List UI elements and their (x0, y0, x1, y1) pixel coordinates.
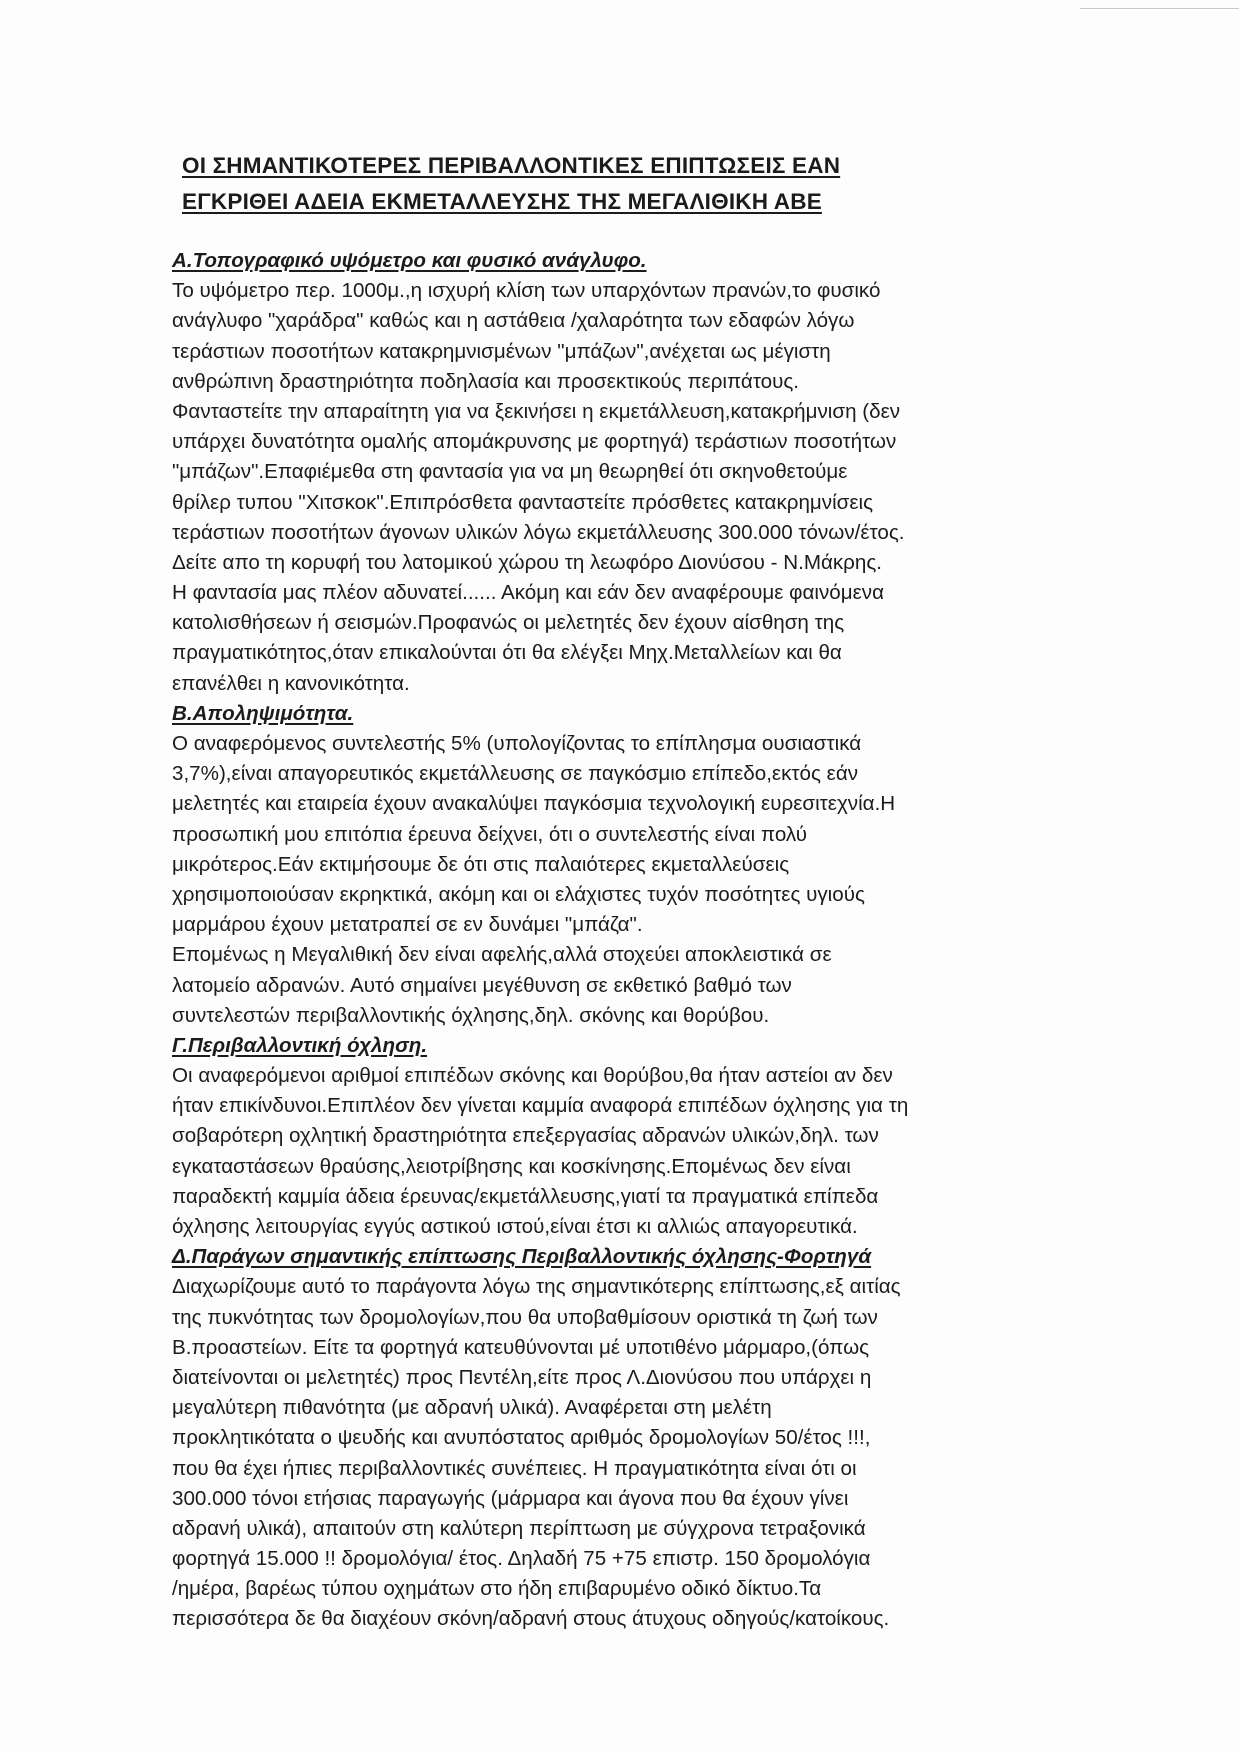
body-line: προκλητικότατα ο ψευδής και ανυπόστατος αριθμός δρομολογίων 50/έτος !!!, (172, 1426, 871, 1450)
body-line: Η φαντασία μας πλέον αδυνατεί...... Ακόμη και εάν δεν αναφέρουμε φαινόμενα (172, 581, 884, 605)
body-line: 3,7%),είναι απαγορευτικός εκμετάλλευσης σε παγκόσμιο επίπεδο,εκτός εάν (172, 762, 859, 786)
body-line: Επομένως η Μεγαλιθική δεν είναι αφελής,αλλά στοχεύει αποκλειστικά σε (172, 943, 832, 967)
body-line: τεράστιων ποσοτήτων κατακρημνισμένων "μπάζων",ανέχεται ως μέγιστη (172, 339, 831, 363)
body-line: όχλησης λειτουργίας εγγύς αστικού ιστού,είναι έτσι κι αλλιώς απαγορευτικά. (172, 1215, 858, 1238)
body-line: μεγαλύτερη πιθανότητα (με αδρανή υλικά). Αναφέρεται στη μελέτη (172, 1396, 772, 1420)
body-line: Β.προαστείων. Είτε τα φορτηγά κατευθύνονται μέ υποτιθένο μάρμαρο,(όπως (172, 1335, 870, 1359)
body-line: πραγματικότητος,όταν επικαλούνται ότι θα ελέγξει Μηχ.Μεταλλείων και θα (172, 641, 842, 665)
section-heading-c: Γ.Περιβαλλοντική όχληση. (172, 1033, 428, 1057)
body-line: Ο αναφερόμενος συντελεστής 5% (υπολογίζοντας το επίπλησμα ουσιαστικά (172, 732, 862, 755)
body-line: προσωπική μου επιτόπια έρευνα δείχνει, ότι ο συντελεστής είναι πολύ (172, 822, 807, 846)
body-line: αδρανή υλικά), απαιτούν στη καλύτερη περίπτωση με σύγχρονα τετραξονικά (172, 1516, 866, 1540)
body-line: /ημέρα, βαρέως τύπου οχημάτων στο ήδη επιβαρυμένο οδικό δίκτυο.Τα (172, 1577, 822, 1601)
section-heading-d: Δ.Παράγων σημαντικής επίπτωσης Περιβαλλοντικής όχλησης-Φορτηγά (172, 1245, 872, 1269)
body-line: που θα έχει ήπιες περιβαλλοντικές συνέπειες. Η πραγματικότητα είναι ότι οι (172, 1456, 857, 1480)
body-line: μικρότερος.Εάν εκτιμήσουμε δε ότι στις παλαιότερες εκμεταλλεύσεις (172, 852, 790, 876)
body-line: ανθρώπινη δραστηριότητα ποδηλασία και προσεκτικούς περιπάτους. (172, 369, 800, 393)
body-line: φορτηγά 15.000 !! δρομολόγια/ έτος. Δηλαδή 75 +75 επιστρ. 150 δρομολόγια (172, 1547, 871, 1571)
body-line: τεράστιων ποσοτήτων άγονων υλικών λόγω εκμετάλλευσης 300.000 τόνων/έτος. (172, 520, 905, 544)
body-line: Δείτε απο τη κορυφή του λατομικού χώρου τη λεωφόρο Διονύσου - Ν.Μάκρης. (172, 550, 883, 574)
body-line: λατομείο αδρανών. Αυτό σημαίνει μεγέθυνση σε εκθετικό βαθμό των (172, 973, 792, 997)
title-line: ΟΙ ΣΗΜΑΝΤΙΚΟΤΕΡΕΣ ΠΕΡΙΒΑΛΛΟΝΤΙΚΕΣ ΕΠΙΠΤΩΣΕΙΣ ΕΑΝ (182, 153, 841, 178)
body-line: περισσότερα δε θα διαχέουν σκόνη/αδρανή στους άτυχους οδηγούς/κατοίκους. (172, 1607, 890, 1631)
document-body (172, 246, 1072, 1635)
body-line: υπάρχει δυνατότητα ομαλής απομάκρυνσης με φορτηγά) τεράστιων ποσοτήτων (172, 430, 897, 454)
body-line: διατείνονται οι μελετητές) προς Πεντέλη,είτε προς Λ.Διονύσου που υπάρχει η (172, 1365, 872, 1389)
body-line: "μπάζων".Επαφιέμεθα στη φαντασία για να μη θεωρηθεί ότι σκηνοθετούμε (172, 460, 848, 484)
body-line: εγκαταστάσεων θραύσης,λειοτρίβησης και κοσκίνησης.Επομένως δεν είναι (172, 1154, 851, 1178)
body-line: συντελεστών περιβαλλοντικής όχλησης,δηλ. σκόνης και θορύβου. (172, 1003, 770, 1027)
body-line: Οι αναφερόμενοι αριθμοί επιπέδων σκόνης και θορύβου,θα ήταν αστείοι αν δεν (172, 1064, 893, 1088)
body-line: θρίλερ τυπου "Χιτσκοκ".Επιπρόσθετα φανταστείτε πρόσθετες κατακρημνίσεις (172, 490, 874, 514)
scan-edge-line (1080, 8, 1239, 9)
body-line: κατολισθήσεων ή σεισμών.Προφανώς οι μελετητές δεν έχουν αίσθηση της (172, 611, 845, 635)
body-line: σοβαρότερη οχλητική δραστηριότητα επεξεργασίας αδρανών υλικών,δηλ. των (172, 1124, 879, 1148)
body-line: της πυκνότητας των δρομολογίων,που θα υποβαθμίσουν οριστικά τη ζωή των (172, 1305, 878, 1329)
body-line: Διαχωρίζουμε αυτό το παράγοντα λόγω της σημαντικότερης επίπτωσης,εξ αιτίας (172, 1275, 901, 1299)
section-heading-a: Α.Τοπογραφικό υψόμετρο και φυσικό ανάγλυφο. (172, 249, 647, 272)
body-line: ήταν επικίνδυνοι.Επιπλέον δεν γίνεται καμμία αναφορά επιπέδων όχλησης για τη (172, 1094, 909, 1118)
body-line: μαρμάρου έχουν μετατραπεί σε εν δυνάμει "μπάζα". (172, 913, 643, 937)
body-line: μελετητές και εταιρεία έχουν ανακαλύψει παγκόσμια τεχνολογική ευρεσιτεχνία.Η (172, 792, 896, 816)
body-line: επανέλθει η κανονικότητα. (172, 671, 410, 695)
section-heading-b: Β.Απoληψιμότητα. (172, 701, 354, 725)
document-title (182, 148, 1042, 220)
body-line: χρησιμοποιούσαν εκρηκτικά, ακόμη και οι ελάχιστες τυχόν ποσότητες υγιούς (172, 882, 865, 906)
title-line: ΕΓΚΡΙΘΕΙ ΑΔΕΙΑ ΕΚΜΕΤΑΛΛΕΥΣΗΣ ΤΗΣ ΜΕΓΑΛΙΘΙΚΗ ΑΒΕ (182, 189, 822, 214)
body-line: Το υψόμετρο περ. 1000μ.,η ισχυρή κλίση των υπαρχόντων πρανών,το φυσικό (172, 279, 881, 303)
body-line: Φανταστείτε την απαραίτητη για να ξεκινήσει η εκμετάλλευση,κατακρήμνιση (δεν (172, 399, 901, 423)
body-line: 300.000 τόνοι ετήσιας παραγωγής (μάρμαρα και άγονα που θα έχουν γίνει (172, 1486, 849, 1510)
body-line: παραδεκτή καμμία άδεια έρευνας/εκμετάλλευσης,γιατί τα πραγματικά επίπεδα (172, 1184, 879, 1208)
body-line: ανάγλυφο "χαράδρα" καθώς και η αστάθεια /χαλαρότητα των εδαφών λόγω (172, 309, 855, 333)
